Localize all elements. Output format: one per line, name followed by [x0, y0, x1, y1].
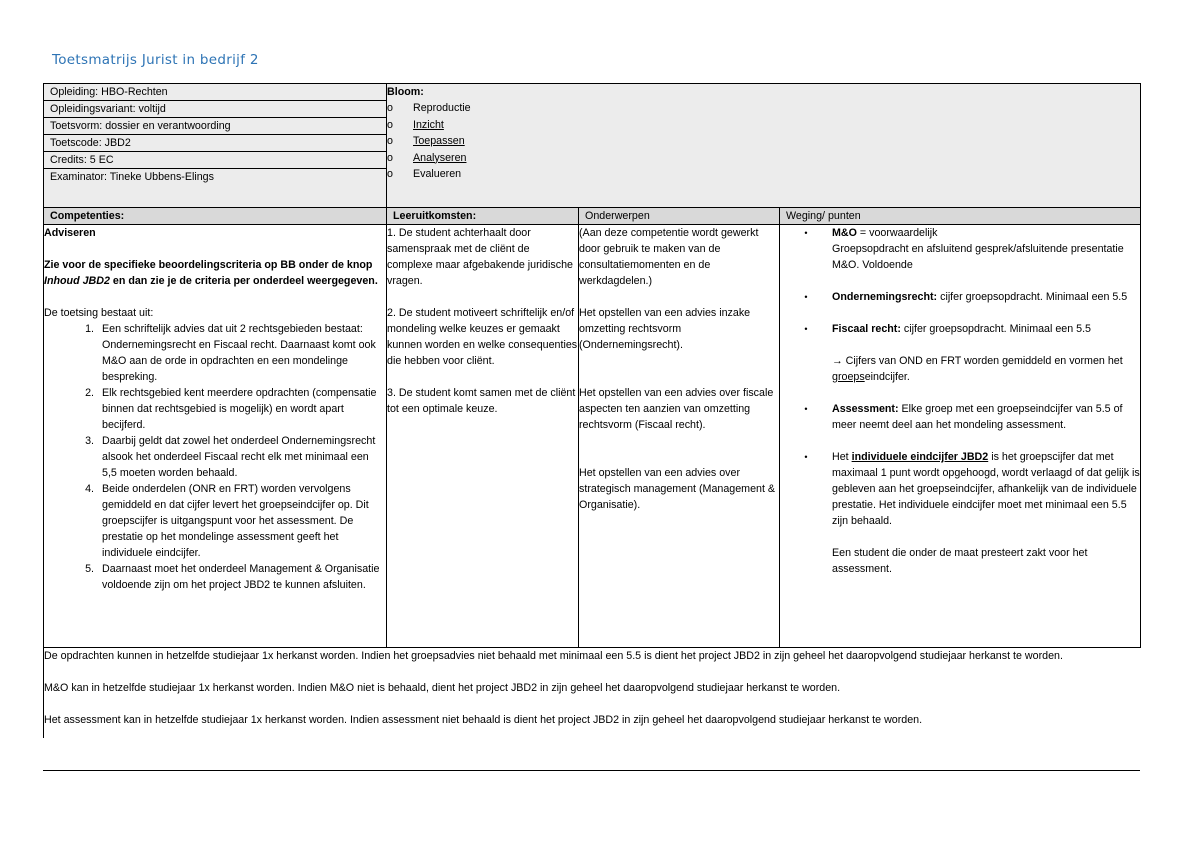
assessment-intro: De toetsing bestaat uit: — [44, 307, 154, 319]
competence-cell — [44, 225, 387, 648]
bloom-level-label: Toepassen — [413, 135, 465, 147]
resit-note: Het assessment kan in hetzelfde studiejaar 1x herkanst worden. Indien assessment niet behaald is dient het project JBD2 in zijn geheel het daaropvolgend studiejaar herkanst te worden. — [44, 714, 923, 726]
topics-cell — [579, 225, 780, 648]
outcome-item: 3. De student komt samen met de cliënt tot een optimale keuze. — [387, 387, 576, 415]
bloom-level-label: Analyseren — [413, 151, 467, 164]
list-item: 4. Beide onderdelen (ONR en FRT) worden vervolgens gemiddeld en dat cijfer levert het groepseindcijfer op. Dit groepscijfer is uitgangspunt voor het assessment. De prestatie op het mondelinge assessment geeft het individuele eindcijfer. — [85, 483, 369, 559]
bloom-level — [387, 117, 1140, 134]
weighting-item: • Ondernemingsrecht: cijfer groepsopdracht. Minimaal een 5.5 — [780, 289, 1140, 305]
course-info-cell — [44, 84, 387, 208]
outcome-item: 1. De student achterhaalt door samenspraak met de cliënt de complexe maar afgebakende juridische vragen. — [387, 227, 573, 287]
bloom-level — [387, 100, 1140, 117]
weighting-list — [780, 321, 1140, 337]
content-row — [44, 225, 1141, 648]
info-program: Opleiding: HBO-Rechten — [44, 84, 386, 101]
topic-item: (Aan deze competentie wordt gewerkt door gebruik te maken van de consultatiemomenten en de werkdagdelen.) — [579, 227, 759, 287]
bloom-cell — [387, 84, 1141, 208]
header-competences: Competenties: — [44, 208, 387, 225]
bullet-icon: • — [804, 228, 808, 238]
bullet-icon: • — [804, 292, 808, 302]
weighting-list — [780, 401, 1140, 433]
resit-note: De opdrachten kunnen in hetzelfde studiejaar 1x herkanst worden. Indien het groepsadvies niet behaald met minimaal een 5.5 is dient het project JBD2 in zijn geheel het daaropvolgend studiejaar herkanst te worden. — [44, 650, 1063, 662]
outcomes-cell — [387, 225, 579, 648]
header-learning-outcomes: Leeruitkomsten: — [387, 208, 579, 225]
info-variant: Opleidingsvariant: voltijd — [44, 101, 386, 118]
test-matrix — [43, 83, 1140, 738]
info-test-form: Toetsvorm: dossier en verantwoording — [44, 118, 386, 135]
circle-bullet-icon: o — [387, 151, 393, 164]
resit-row — [44, 648, 1141, 739]
weighting-list — [780, 225, 1140, 273]
bloom-levels — [387, 100, 1140, 183]
header-weighting: Weging/ punten — [780, 208, 1141, 225]
circle-bullet-icon: o — [387, 135, 393, 147]
bullet-icon: • — [804, 324, 808, 334]
bullet-icon: • — [804, 452, 808, 462]
criteria-note: Zie voor de specifieke beoordelingscriteria op BB onder de knop Inhoud JBD2 en dan zie je de criteria per onderdeel weergegeven. — [44, 259, 378, 287]
bloom-label: Bloom: — [387, 86, 424, 98]
topic-item: Het opstellen van een advies over strategisch management (Management & Organisatie). — [579, 467, 776, 511]
bloom-level-label: Evalueren — [413, 168, 462, 180]
list-item: 5. Daarnaast moet het onderdeel Management & Organisatie voldoende zijn om het project JBD2 te kunnen afsluiten. — [85, 563, 380, 591]
bloom-level — [387, 133, 1140, 150]
info-section — [44, 84, 1141, 208]
weighting-item: • Het individuele eindcijfer JBD2 is het groepscijfer dat met maximaal 1 punt wordt opgehoogd, wordt verlaagd of dat gelijk is gebleven aan het groepseindcijfer, afhankelijk van de individuele prestatie. Het individuele eindcijfer moet met minimaal een 5.5 zijn behaald. Een student die onder de maat presteert zakt voor het assessment. — [780, 449, 1140, 577]
weighting-item: • Fiscaal recht: cijfer groepsopdracht. Minimaal een 5.5 — [780, 321, 1140, 337]
list-item: 3. Daarbij geldt dat zowel het onderdeel Ondernemingsrecht alsook het onderdeel Fiscaal recht elk met minimaal een 5,5 moeten worden behaald. — [85, 435, 376, 479]
weighting-cell — [780, 225, 1141, 648]
circle-bullet-icon: o — [387, 118, 393, 131]
list-item: 1. Een schriftelijk advies dat uit 2 rechtsgebieden bestaat: Ondernemingsrecht en Fiscaal recht. Daarnaast komt ook M&O aan de orde in opdrachten en een mondelinge bespreking. — [85, 323, 376, 383]
bloom-level — [387, 150, 1140, 167]
document-title: Toetsmatrijs Jurist in bedrijf 2 — [52, 52, 259, 68]
topic-item: Het opstellen van een advies inzake omzetting rechtsvorm (Ondernemingsrecht). — [579, 307, 751, 351]
topic-item: Het opstellen van een advies over fiscale aspecten ten aanzien van omzetting rechtsvorm (Fiscaal recht). — [579, 387, 774, 431]
header-topics: Onderwerpen — [579, 208, 780, 225]
bloom-level-label: Inzicht — [413, 118, 444, 131]
weighting-list — [780, 289, 1140, 305]
circle-bullet-icon: o — [387, 102, 393, 114]
weighting-item: • M&O = voorwaardelijk Groepsopdracht en afsluitend gesprek/afsluitende presentatie M&O. Voldoende — [780, 225, 1140, 273]
bloom-level — [387, 166, 1140, 183]
bullet-icon: • — [804, 404, 808, 414]
weighting-item: • Assessment: Elke groep met een groepseindcijfer van 5.5 of meer neemt deel aan het mondeling assessment. — [780, 401, 1140, 433]
table-bottom-border — [43, 770, 1140, 771]
bloom-level-label: Reproductie — [413, 102, 471, 114]
resit-cell — [44, 648, 1141, 739]
assessment-steps — [44, 321, 386, 593]
info-credits: Credits: 5 EC — [44, 152, 386, 169]
competence-name: Adviseren — [44, 227, 96, 239]
group-grade-note: → Cijfers van OND en FRT worden gemiddeld en vormen het groepseindcijfer. — [832, 355, 1123, 383]
info-examiner: Examinator: Tineke Ubbens-Elings — [50, 171, 214, 183]
info-test-code: Toetscode: JBD2 — [44, 135, 386, 152]
matrix-table — [43, 83, 1141, 738]
resit-note: M&O kan in hetzelfde studiejaar 1x herkanst worden. Indien M&O niet is behaald, dient het project JBD2 in zijn geheel het daaropvolgend studiejaar herkanst te worden. — [44, 682, 841, 694]
outcome-item: 2. De student motiveert schriftelijk en/of mondeling welke keuzes er gemaakt kunnen worden en welke consequenties die hebben voor cliënt. — [387, 307, 578, 367]
column-header-row — [44, 208, 1141, 225]
circle-bullet-icon: o — [387, 168, 393, 180]
weighting-list — [780, 449, 1140, 577]
list-item: 2. Elk rechtsgebied kent meerdere opdrachten (compensatie binnen dat rechtsgebied is mogelijk) en wordt apart becijferd. — [85, 387, 377, 431]
